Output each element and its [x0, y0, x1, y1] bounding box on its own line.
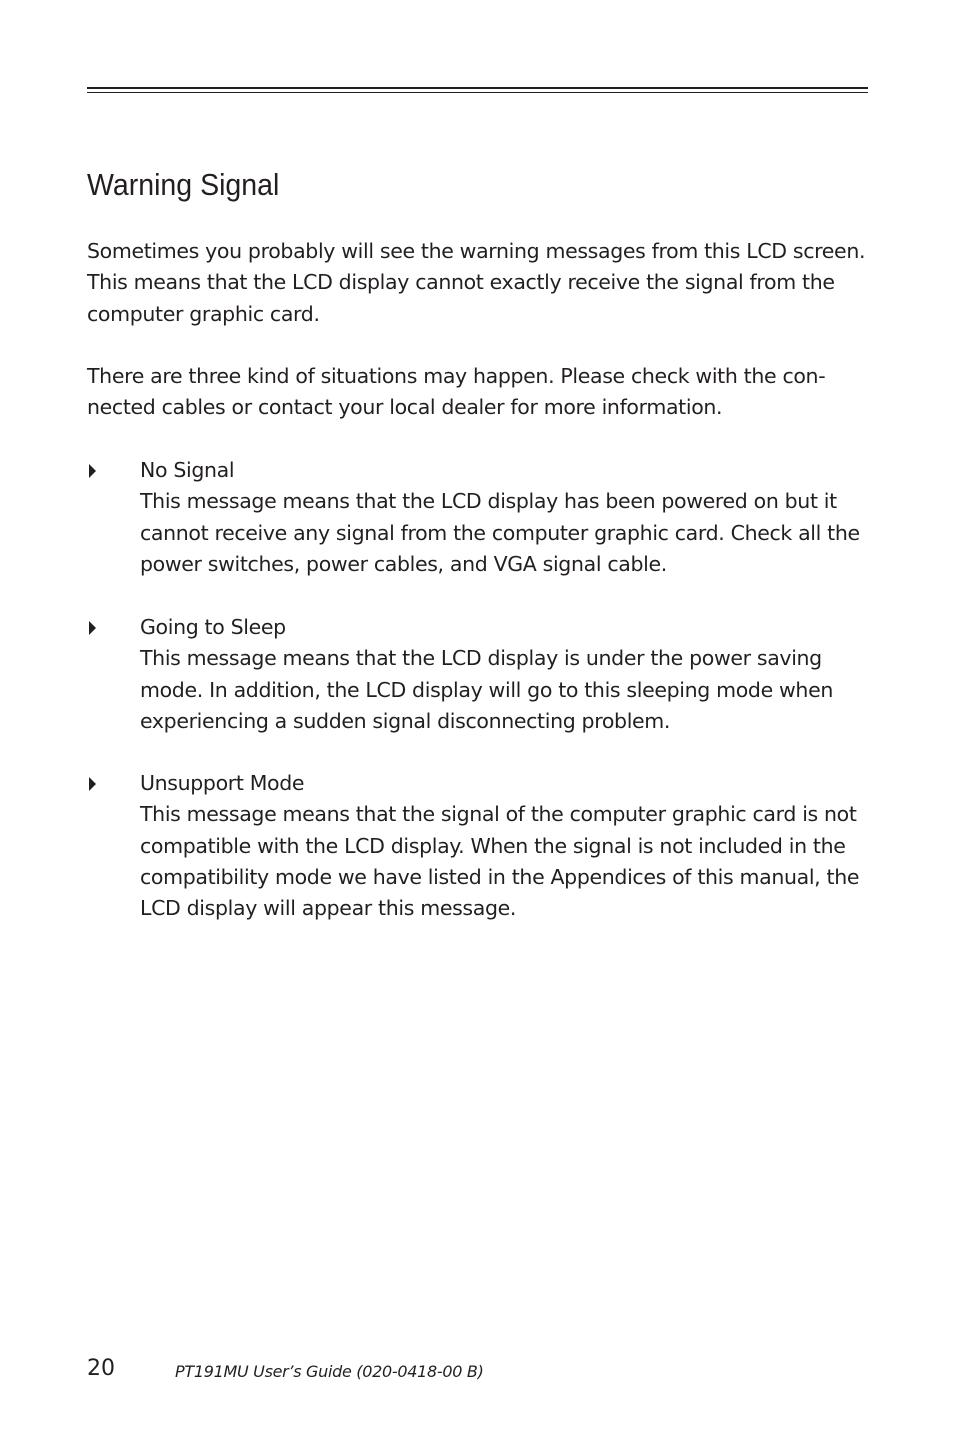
- footer-guide-title: PT191MU User’s Guide (020-0418-00 B): [175, 1362, 484, 1381]
- triangle-right-icon: [89, 777, 96, 791]
- page-title: Warning Signal: [87, 167, 280, 202]
- list-item-text: This message means that the LCD display is under the power saving mode. In addition, the LCD display will go to this sleeping mode when experiencing a sudden signal disconnecting problem.: [140, 646, 833, 733]
- intro-paragraph: Sometimes you probably will see the warning messages from this LCD screen. This means that the LCD display cannot exactly receive the signal from the computer graphic card.: [87, 239, 866, 326]
- header-rule-bottom: [87, 92, 868, 93]
- list-item-text: This message means that the LCD display has been powered on but it cannot receive any signal from the computer graphic card. Check all the power switches, power cables, and VGA signal cable.: [140, 489, 860, 576]
- list-item-text: This message means that the signal of the computer graphic card is not compatible with the LCD display. When the signal is not included in the compatibility mode we have listed in the Appendices of this manual, the LCD display will appear this message.: [140, 802, 860, 921]
- triangle-right-icon: [89, 464, 96, 478]
- list-item-heading: No Signal: [140, 458, 235, 482]
- list-item-heading: Going to Sleep: [140, 615, 286, 639]
- list-item-heading: Unsupport Mode: [140, 771, 305, 795]
- situations-paragraph: There are three kind of situations may happen. Please check with the con-nected cables or contact your local dealer for more information.: [87, 364, 826, 420]
- triangle-right-icon: [89, 621, 96, 635]
- page-number: 20: [87, 1356, 115, 1381]
- header-rule-top: [87, 87, 868, 89]
